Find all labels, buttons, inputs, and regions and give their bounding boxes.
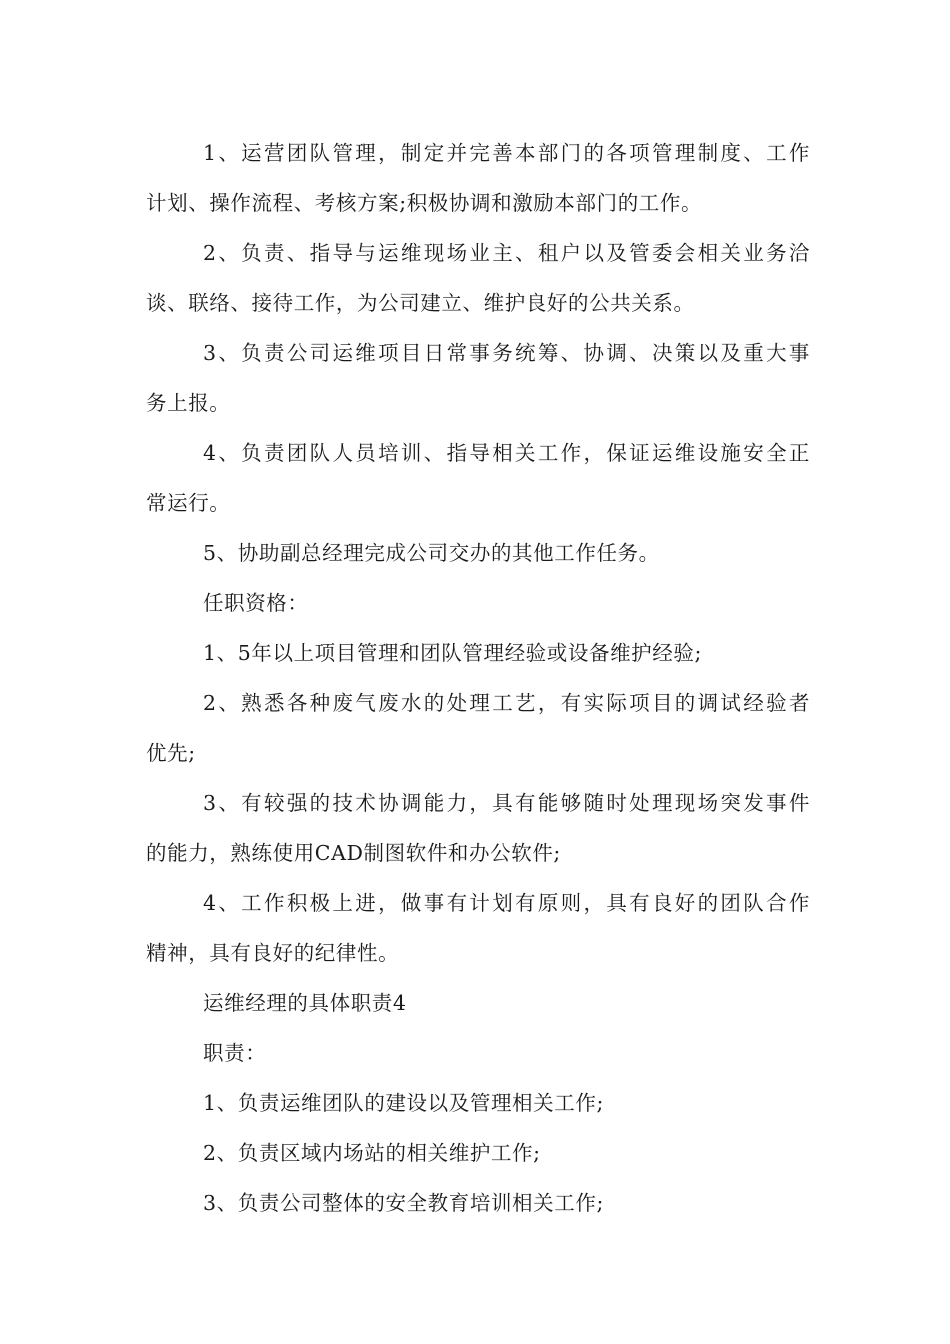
paragraph-line: 5、协助副总经理完成公司交办的其他工作任务。 bbox=[203, 541, 660, 565]
section-heading-qualifications bbox=[146, 578, 810, 628]
paragraph-line: 1、负责运维团队的建设以及管理相关工作; bbox=[203, 1091, 604, 1115]
paragraph-line: 2、负责、指导与运维现场业主、租户以及管委会相关业务洽 bbox=[203, 241, 810, 265]
paragraph-line: 4、工作积极上进，做事有计划有原则，具有良好的团队合作 bbox=[203, 891, 810, 915]
duty-list-item-1 bbox=[146, 1078, 810, 1128]
duty-item-4 bbox=[146, 428, 810, 528]
paragraph-line: 优先; bbox=[146, 741, 196, 765]
paragraph-line: 3、有较强的技术协调能力，具有能够随时处理现场突发事件 bbox=[203, 791, 810, 815]
duty-item-3 bbox=[146, 328, 810, 428]
paragraph-line: 常运行。 bbox=[146, 491, 231, 515]
qualification-item-2 bbox=[146, 678, 810, 778]
qualification-item-1 bbox=[146, 628, 810, 678]
paragraph-line: 职责： bbox=[203, 1041, 267, 1065]
duty-item-1 bbox=[146, 128, 810, 228]
duty-item-5 bbox=[146, 528, 810, 578]
paragraph-line: 2、负责区域内场站的相关维护工作; bbox=[203, 1141, 541, 1165]
paragraph-line: 的能力，熟练使用CAD制图软件和办公软件; bbox=[146, 841, 561, 865]
paragraph-line: 运维经理的具体职责4 bbox=[203, 991, 407, 1015]
paragraph-line: 计划、操作流程、考核方案;积极协调和激励本部门的工作。 bbox=[146, 191, 703, 215]
qualification-item-3 bbox=[146, 778, 810, 878]
paragraph-line: 3、负责公司运维项目日常事务统筹、协调、决策以及重大事 bbox=[203, 341, 810, 365]
paragraph-line: 精神，具有良好的纪律性。 bbox=[146, 941, 400, 965]
paragraph-line: 3、负责公司整体的安全教育培训相关工作; bbox=[203, 1191, 604, 1215]
paragraph-line: 2、熟悉各种废气废水的处理工艺，有实际项目的调试经验者 bbox=[203, 691, 810, 715]
paragraph-line: 4、负责团队人员培训、指导相关工作，保证运维设施安全正 bbox=[203, 441, 810, 465]
duty-list-item-3 bbox=[146, 1178, 810, 1228]
paragraph-line: 务上报。 bbox=[146, 391, 231, 415]
paragraph-line: 谈、联络、接待工作，为公司建立、维护良好的公共关系。 bbox=[146, 291, 695, 315]
section-heading-job-duties-4 bbox=[146, 978, 810, 1028]
paragraph-line: 1、运营团队管理，制定并完善本部门的各项管理制度、工作 bbox=[203, 141, 810, 165]
paragraph-line: 1、5年以上项目管理和团队管理经验或设备维护经验; bbox=[203, 641, 702, 665]
duty-item-2 bbox=[146, 228, 810, 328]
section-heading-duties bbox=[146, 1028, 810, 1078]
duty-list-item-2 bbox=[146, 1128, 810, 1178]
qualification-item-4 bbox=[146, 878, 810, 978]
paragraph-line: 任职资格： bbox=[203, 591, 309, 615]
